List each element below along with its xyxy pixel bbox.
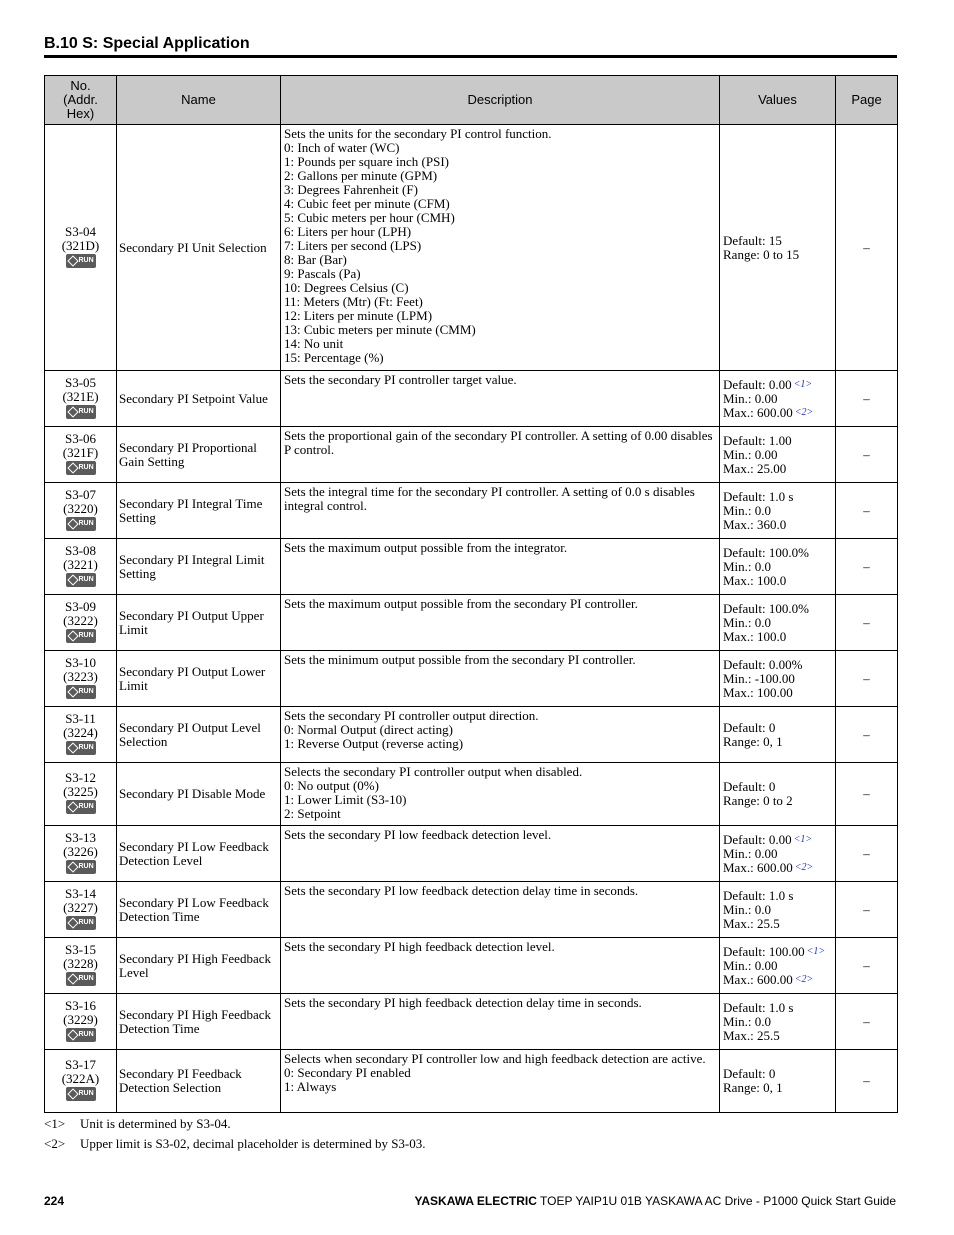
value-line: [723, 248, 832, 262]
header-values: Values: [720, 76, 836, 125]
param-description: Sets the secondary PI low feedback detection delay time in seconds.: [281, 882, 720, 938]
run-label: RUN: [78, 575, 94, 583]
run-icon: [66, 405, 96, 419]
value-line: [723, 1081, 832, 1095]
param-address: (321D): [61, 237, 100, 253]
value-line: [723, 672, 832, 686]
param-page: –: [836, 938, 898, 994]
param-page: –: [836, 539, 898, 595]
param-number: S3-16: [64, 997, 97, 1013]
param-name: Secondary PI Low Feedback Detection Time: [117, 882, 281, 938]
footnote-ref-link[interactable]: <1>: [793, 833, 813, 845]
run-label: RUN: [78, 256, 94, 264]
value-text: Max.: 25.00: [723, 460, 787, 476]
header-name: Name: [117, 76, 281, 125]
table-row: [45, 651, 898, 707]
footnote-text: Upper limit is S3-02, decimal placeholder is determined by S3-03.: [80, 1136, 426, 1151]
footnote-mark: <1>: [44, 1116, 66, 1131]
value-line: [723, 490, 832, 504]
value-text: Min.: 0.00: [723, 845, 778, 861]
table-row: [45, 539, 898, 595]
param-page: –: [836, 707, 898, 763]
param-name: Secondary PI Feedback Detection Selection: [117, 1050, 281, 1113]
param-values: [720, 1050, 836, 1113]
section-title: B.10 S: Special Application: [44, 35, 250, 52]
value-line: [723, 959, 832, 973]
value-line: [723, 794, 832, 808]
value-text: Range: 0, 1: [723, 733, 783, 749]
param-page: –: [836, 651, 898, 707]
table-row: [45, 938, 898, 994]
run-icon: [66, 517, 96, 531]
value-text: Default: 0: [723, 779, 776, 794]
param-values: [720, 938, 836, 994]
param-name: Secondary PI Output Upper Limit: [117, 595, 281, 651]
footnote-1: [44, 1116, 231, 1132]
value-text: Default: 1.00: [723, 432, 792, 448]
table-row: [45, 882, 898, 938]
param-values: [720, 595, 836, 651]
value-line: [723, 903, 832, 917]
value-text: Default: 100.00: [723, 943, 805, 959]
table-row: [45, 707, 898, 763]
param-number-cell: [45, 483, 117, 539]
param-description: Sets the units for the secondary PI control function. 0: Inch of water (WC) 1: Pounds per square inch (PSI) 2: Gallons per minute (GPM) 3: Degrees Fahrenheit (F) 4: Cubic feet per minute (CFM) 5: Cubic meters per hour (CMH) 6: Liters per hour (LPH) 7: Liters per second (LPS) 8: Bar (Bar) 9: Pascals (Pa) 10: Degrees Celsius (C) 11: Meters (Mtr) (Ft: Feet) 12: Liters per minute (LPM) 13: Cubic meters per minute (CMM) 14: No unit 15: Percentage (%): [281, 125, 720, 371]
value-line: [723, 833, 832, 847]
param-page: –: [836, 125, 898, 371]
param-values: [720, 826, 836, 882]
diamond-icon: [67, 1088, 78, 1099]
value-line: [723, 602, 832, 616]
value-line: [723, 406, 832, 420]
value-line: [723, 462, 832, 476]
param-number-cell: [45, 651, 117, 707]
value-line: [723, 686, 832, 700]
page-footer: [414, 1194, 896, 1208]
value-text: Max.: 100.0: [723, 572, 787, 588]
value-line: [723, 630, 832, 644]
footnote-ref-link[interactable]: <1>: [793, 378, 813, 390]
param-description: Sets the maximum output possible from the secondary PI controller.: [281, 595, 720, 651]
run-label: RUN: [78, 463, 94, 471]
param-values: [720, 651, 836, 707]
param-address: (3222): [63, 612, 98, 628]
param-values: [720, 483, 836, 539]
param-name: Secondary PI Output Lower Limit: [117, 651, 281, 707]
param-page: –: [836, 994, 898, 1050]
run-icon: [66, 573, 96, 587]
value-text: Min.: 0.0: [723, 614, 772, 630]
param-address: (3221): [63, 556, 98, 572]
value-text: Max.: 25.5: [723, 1027, 780, 1043]
param-values: [720, 994, 836, 1050]
table-row: [45, 483, 898, 539]
param-name: Secondary PI Integral Limit Setting: [117, 539, 281, 595]
table-header-row: [45, 76, 898, 125]
footer-brand: YASKAWA ELECTRIC: [414, 1194, 537, 1208]
value-text: Default: 15: [723, 232, 782, 248]
run-icon: [66, 741, 96, 755]
table-row: [45, 371, 898, 427]
param-name: Secondary PI Disable Mode: [117, 763, 281, 826]
value-text: Default: 1.0 s: [723, 999, 794, 1015]
value-line: [723, 448, 832, 462]
value-text: Max.: 360.0: [723, 516, 787, 532]
value-line: [723, 847, 832, 861]
run-label: RUN: [78, 687, 94, 695]
param-number-cell: [45, 125, 117, 371]
run-icon: [66, 629, 96, 643]
param-number-cell: [45, 994, 117, 1050]
value-text: Min.: 0.00: [723, 390, 778, 406]
param-values: [720, 125, 836, 371]
value-line: [723, 780, 832, 794]
value-text: Default: 100.0%: [723, 600, 809, 616]
param-number-cell: [45, 595, 117, 651]
footnote-ref-link[interactable]: <1>: [806, 945, 826, 957]
param-address: (3223): [63, 668, 98, 684]
value-line: [723, 735, 832, 749]
parameter-table: [44, 75, 898, 1113]
value-text: Default: 0.00%: [723, 656, 803, 672]
param-description: Sets the maximum output possible from the integrator.: [281, 539, 720, 595]
value-text: Min.: -100.00: [723, 670, 795, 686]
diamond-icon: [67, 686, 78, 697]
run-icon: [66, 1028, 96, 1042]
value-line: [723, 658, 832, 672]
value-text: Max.: 100.00: [723, 684, 793, 700]
param-page: –: [836, 763, 898, 826]
value-line: [723, 546, 832, 560]
param-number: S3-08: [64, 542, 97, 558]
param-page: –: [836, 882, 898, 938]
value-line: [723, 1001, 832, 1015]
run-icon: [66, 972, 96, 986]
param-address: (3226): [63, 843, 98, 859]
param-description: Sets the secondary PI high feedback detection delay time in seconds.: [281, 994, 720, 1050]
param-page: –: [836, 1050, 898, 1113]
param-number-cell: [45, 539, 117, 595]
run-icon: [66, 1087, 96, 1101]
diamond-icon: [67, 1029, 78, 1040]
param-number: S3-06: [64, 430, 97, 446]
table-row: [45, 994, 898, 1050]
param-number: S3-05: [64, 374, 97, 390]
run-icon: [66, 461, 96, 475]
header-no: [45, 76, 117, 125]
diamond-icon: [67, 518, 78, 529]
value-text: Min.: 0.0: [723, 1013, 772, 1029]
param-values: [720, 763, 836, 826]
param-name: Secondary PI Unit Selection: [117, 125, 281, 371]
param-description: Sets the secondary PI high feedback detection level.: [281, 938, 720, 994]
run-label: RUN: [78, 918, 94, 926]
param-address: (322A): [61, 1071, 100, 1086]
value-line: [723, 861, 832, 875]
param-number-cell: [45, 826, 117, 882]
footnote-ref-link[interactable]: <2>: [794, 973, 814, 985]
value-text: Default: 0: [723, 1066, 776, 1081]
value-text: Range: 0 to 2: [723, 793, 793, 808]
value-line: [723, 574, 832, 588]
header-no-label: No. (Addr. Hex): [63, 78, 98, 121]
param-name: Secondary PI Integral Time Setting: [117, 483, 281, 539]
param-number: S3-10: [64, 654, 97, 670]
param-description: Sets the integral time for the secondary PI controller. A setting of 0.0 s disables integral control.: [281, 483, 720, 539]
param-description: Selects when secondary PI controller low and high feedback detection are active. 0: Secondary PI enabled 1: Always: [281, 1050, 720, 1113]
param-page: –: [836, 826, 898, 882]
value-line: [723, 973, 832, 987]
table-row: [45, 763, 898, 826]
diamond-icon: [67, 917, 78, 928]
value-line: [723, 518, 832, 532]
param-number-cell: [45, 938, 117, 994]
diamond-icon: [67, 742, 78, 753]
value-text: Min.: 0.00: [723, 446, 778, 462]
value-text: Max.: 600.00: [723, 971, 793, 987]
value-line: [723, 721, 832, 735]
param-name: Secondary PI Low Feedback Detection Level: [117, 826, 281, 882]
diamond-icon: [67, 574, 78, 585]
run-icon: [66, 860, 96, 874]
run-icon: [66, 916, 96, 930]
value-text: Default: 0.00: [723, 831, 792, 847]
diamond-icon: [67, 406, 78, 417]
run-label: RUN: [78, 519, 94, 527]
diamond-icon: [67, 462, 78, 473]
run-icon: [66, 800, 96, 814]
run-label: RUN: [78, 1030, 94, 1038]
param-name: Secondary PI Setpoint Value: [117, 371, 281, 427]
footnote-ref-link[interactable]: <2>: [794, 861, 814, 873]
param-page: –: [836, 483, 898, 539]
run-label: RUN: [78, 631, 94, 639]
param-number: S3-07: [64, 486, 97, 502]
param-number: S3-11: [65, 710, 96, 726]
run-label: RUN: [78, 974, 94, 982]
run-label: RUN: [78, 862, 94, 870]
run-label: RUN: [78, 803, 94, 810]
run-icon: [66, 685, 96, 699]
footnote-text: Unit is determined by S3-04.: [80, 1116, 231, 1131]
param-address: (3227): [63, 899, 98, 915]
value-line: [723, 378, 832, 392]
param-address: (3224): [63, 724, 98, 740]
param-description: Sets the secondary PI controller output direction. 0: Normal Output (direct acting) 1: Reverse Output (reverse acting): [281, 707, 720, 763]
run-label: RUN: [78, 1090, 94, 1097]
value-line: [723, 917, 832, 931]
param-number: S3-15: [64, 941, 97, 957]
param-page: –: [836, 371, 898, 427]
table-row: [45, 1050, 898, 1113]
value-text: Max.: 600.00: [723, 404, 793, 420]
page-number: 224: [44, 1194, 65, 1208]
value-line: [723, 560, 832, 574]
param-address: (3228): [63, 955, 98, 971]
value-text: Default: 1.0 s: [723, 488, 794, 504]
param-number-cell: [45, 427, 117, 483]
table-row: [45, 427, 898, 483]
value-line: [723, 945, 832, 959]
param-number-cell: [45, 707, 117, 763]
param-number: S3-04: [64, 223, 97, 239]
value-line: [723, 1029, 832, 1043]
value-line: [723, 234, 832, 248]
diamond-icon: [67, 801, 78, 812]
value-text: Max.: 100.0: [723, 628, 787, 644]
param-number-cell: [45, 763, 117, 826]
table-row: [45, 826, 898, 882]
param-name: Secondary PI Proportional Gain Setting: [117, 427, 281, 483]
diamond-icon: [67, 255, 78, 266]
param-name: Secondary PI High Feedback Level: [117, 938, 281, 994]
value-text: Default: 100.0%: [723, 544, 809, 560]
value-line: [723, 616, 832, 630]
run-label: RUN: [78, 407, 94, 415]
param-values: [720, 371, 836, 427]
table-row: [45, 595, 898, 651]
footer-doc: TOEP YAIP1U 01B YASKAWA AC Drive - P1000 Quick Start Guide: [540, 1194, 896, 1208]
param-description: Sets the minimum output possible from the secondary PI controller.: [281, 651, 720, 707]
run-icon: [66, 254, 96, 268]
param-address: (321F): [62, 444, 99, 460]
value-text: Min.: 0.00: [723, 957, 778, 973]
run-label: RUN: [78, 743, 94, 751]
param-page: –: [836, 427, 898, 483]
param-description: Selects the secondary PI controller output when disabled. 0: No output (0%) 1: Lower Limit (S3-10) 2: Setpoint: [281, 763, 720, 826]
diamond-icon: [67, 861, 78, 872]
param-number-cell: [45, 882, 117, 938]
param-description: Sets the proportional gain of the secondary PI controller. A setting of 0.00 disables P control.: [281, 427, 720, 483]
value-line: [723, 1067, 832, 1081]
value-text: Min.: 0.0: [723, 901, 772, 917]
param-address: (3225): [63, 784, 98, 799]
param-number: S3-09: [64, 598, 97, 614]
title-rule: [44, 55, 897, 58]
param-values: [720, 539, 836, 595]
footnote-mark: <2>: [44, 1136, 66, 1151]
table-row: [45, 125, 898, 371]
param-values: [720, 882, 836, 938]
value-text: Default: 1.0 s: [723, 887, 794, 903]
value-text: Default: 0.00: [723, 376, 792, 392]
param-page: –: [836, 595, 898, 651]
value-text: Default: 0: [723, 719, 776, 735]
param-number: S3-12: [64, 770, 97, 785]
value-text: Range: 0 to 15: [723, 246, 800, 262]
footnote-ref-link[interactable]: <2>: [794, 406, 814, 418]
value-line: [723, 1015, 832, 1029]
value-text: Max.: 25.5: [723, 915, 780, 931]
value-line: [723, 392, 832, 406]
diamond-icon: [67, 630, 78, 641]
param-values: [720, 427, 836, 483]
value-text: Range: 0, 1: [723, 1080, 783, 1095]
param-address: (321E): [62, 388, 99, 404]
value-text: Max.: 600.00: [723, 859, 793, 875]
header-description: Description: [281, 76, 720, 125]
value-text: Min.: 0.0: [723, 502, 772, 518]
param-address: (3220): [63, 500, 98, 516]
footnote-2: [44, 1136, 426, 1152]
header-page: Page: [836, 76, 898, 125]
param-address: (3229): [63, 1011, 98, 1027]
param-values: [720, 707, 836, 763]
value-line: [723, 889, 832, 903]
param-name: Secondary PI Output Level Selection: [117, 707, 281, 763]
param-number-cell: [45, 371, 117, 427]
diamond-icon: [67, 973, 78, 984]
param-number: S3-13: [64, 829, 97, 845]
param-description: Sets the secondary PI controller target value.: [281, 371, 720, 427]
param-number-cell: [45, 1050, 117, 1113]
param-description: Sets the secondary PI low feedback detection level.: [281, 826, 720, 882]
value-text: Min.: 0.0: [723, 558, 772, 574]
value-line: [723, 504, 832, 518]
param-number: S3-17: [64, 1057, 97, 1072]
param-name: Secondary PI High Feedback Detection Time: [117, 994, 281, 1050]
value-line: [723, 434, 832, 448]
param-number: S3-14: [64, 885, 97, 901]
